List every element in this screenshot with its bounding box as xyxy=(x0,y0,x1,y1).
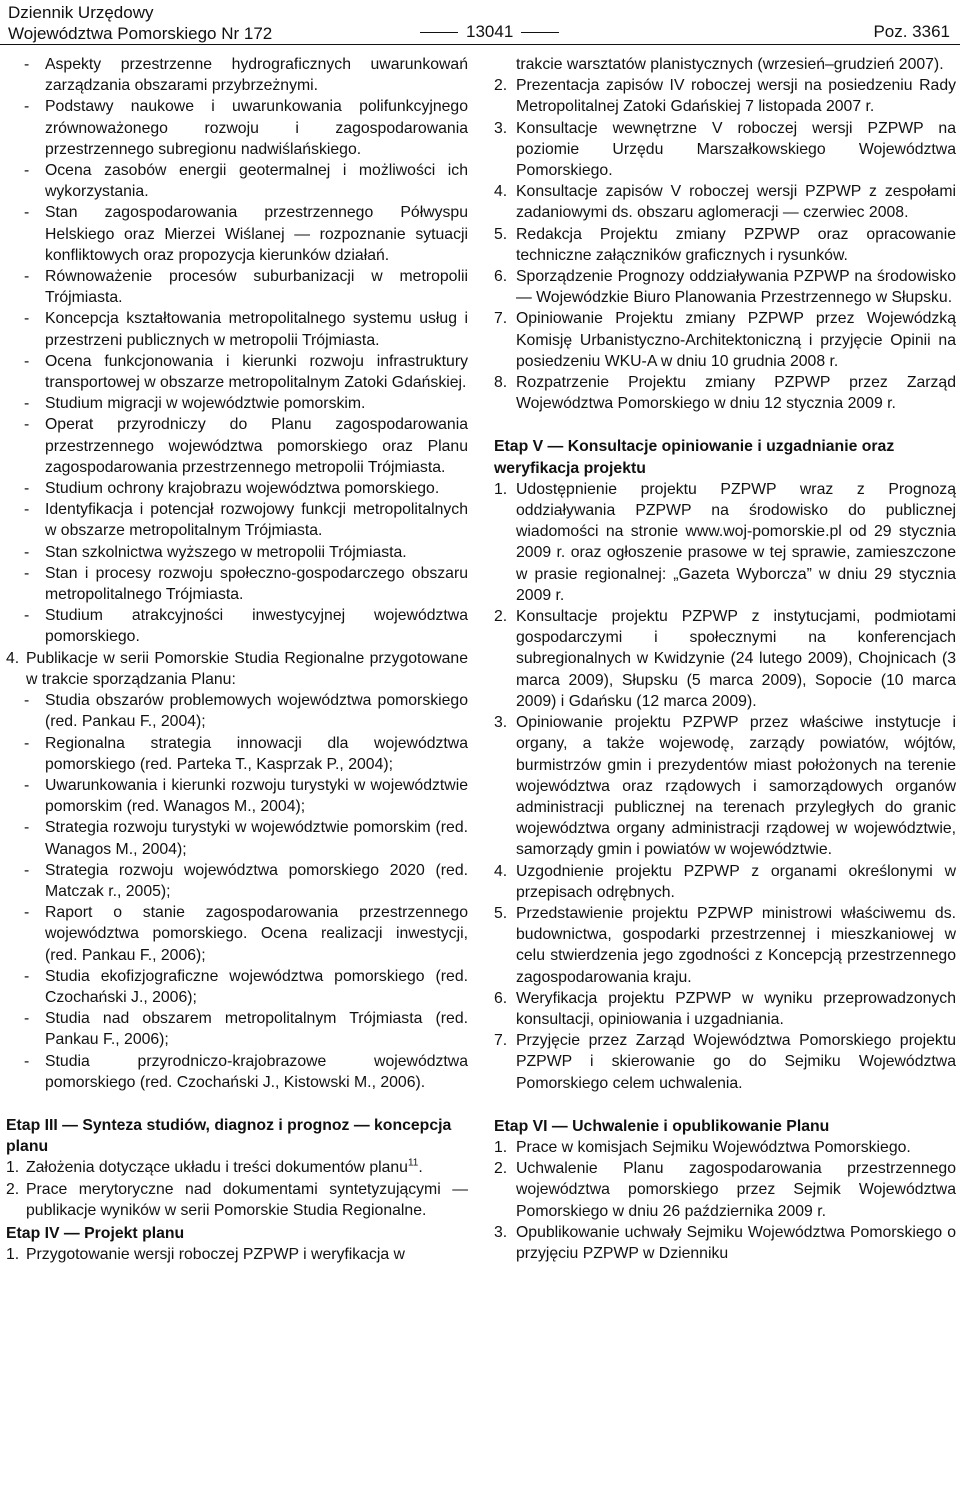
list-number: 6. xyxy=(494,989,508,1007)
list-text: Rozpatrzenie Projektu zmiany PZPWP przez Zarząd Województwa Pomorskiego w dniu 12 stycznia 2009 r. xyxy=(516,374,956,413)
etap6-heading: Etap VI — Uchwalenie i opublikowanie Planu xyxy=(494,1117,830,1135)
list-number: 5. xyxy=(494,904,508,922)
list-item xyxy=(494,861,956,903)
list-dash: - xyxy=(24,395,30,413)
list-item xyxy=(494,988,956,1030)
list-item xyxy=(6,202,468,266)
list-item xyxy=(6,1179,468,1221)
list-dash: - xyxy=(24,967,30,985)
list-dash: - xyxy=(24,98,30,116)
journal-title xyxy=(8,2,272,44)
list-text: trakcie warsztatów planistycznych (wrzesień–grudzień 2007). xyxy=(516,56,944,73)
list-text: Identyfikacja i potencjał rozwojowy funkcji metropolitalnych w obszarze metropolitalnym Trójmiasta. xyxy=(45,501,468,540)
page-number-value: 13041 xyxy=(466,22,514,41)
list-dash: - xyxy=(24,692,30,710)
list-item xyxy=(6,542,468,563)
study-list xyxy=(6,54,468,648)
list-text: Prace w komisjach Sejmiku Województwa Pomorskiego. xyxy=(516,1138,911,1156)
list-item xyxy=(6,96,468,160)
list-text: Równoważenie procesów suburbanizacji w metropolii Trójmiasta. xyxy=(45,268,468,307)
list-item-4 xyxy=(6,648,468,690)
list-dash: - xyxy=(24,501,30,519)
list-number: 5. xyxy=(494,225,508,243)
etap5-list xyxy=(494,479,956,1094)
list-text: Uchwalenie Planu zagospodarowania przestrzennego województwa pomorskiego przez Sejmik Województwa Pomorskiego w dniu 26 października 2009 r. xyxy=(516,1160,956,1220)
list-item xyxy=(494,181,956,223)
list-dash: - xyxy=(24,1052,30,1070)
list-dash: - xyxy=(24,416,30,434)
list-dash: - xyxy=(24,543,30,561)
list-text: Stan zagospodarowania przestrzennego Półwyspu Helskiego oraz Mierzei Wiślanej — rozpoznanie sytuacji konfliktowych oraz propozycja kierunków działań. xyxy=(45,204,468,264)
list-number: 7. xyxy=(494,310,508,328)
list-text: Udostępnienie projektu PZPWP wraz z Prognozą oddziaływania PZPWP na środowisko do publicznej wiadomości na stronie www.woj-pomorskie.pl od 29 stycznia 2009 r. oraz ogłoszenie prasowe w tej sprawie, zamieszczone w prasie regionalnej: „Gazeta Wyborcza” w dniu 29 stycznia 2009 r. xyxy=(516,480,956,604)
list-text: Konsultacje zapisów V roboczej wersji PZPWP z zespołami zadaniowymi ds. obszaru aglomeracji — czerwiec 2008. xyxy=(516,183,956,222)
list-number: 4. xyxy=(494,862,508,880)
list-item xyxy=(6,478,468,499)
list-number: 1. xyxy=(6,1159,20,1177)
list-item xyxy=(494,1222,956,1264)
list-item xyxy=(494,1030,956,1094)
list-number: 6. xyxy=(494,268,508,286)
list-item xyxy=(6,266,468,308)
list-item xyxy=(6,690,468,732)
list-item xyxy=(494,1137,956,1158)
list-number: 4. xyxy=(6,649,20,667)
list-text: Przygotowanie wersji roboczej PZPWP i weryfikacja w xyxy=(26,1246,405,1264)
list-text: Ocena funkcjonowania i kierunki rozwoju infrastruktury transportowej w obszarze metropolitalnym Zatoki Gdańskiej. xyxy=(45,352,468,392)
list-number: 2. xyxy=(494,77,508,95)
list-text: Studium atrakcyjności inwestycyjnej województwa pomorskiego. xyxy=(45,607,468,646)
journal-title-line1: Dziennik Urzędowy xyxy=(8,3,154,22)
list-number: 3. xyxy=(494,714,508,732)
list-text: Prace merytoryczne nad dokumentami syntetyzującymi — publikacje wyników w serii Pomorskie Studia Regionalne. xyxy=(26,1180,468,1219)
list-number: 3. xyxy=(494,1223,508,1241)
list-text: Opiniowanie projektu PZPWP przez właściwe instytucje i organy, a także wojewodę, zarządy powiatów, wójtów, burmistrzów gmin i prezydentów miast położonych na terenie województwa oraz rządowych i samorządowych organów administracji publicznej na terenach przyległych do granic województwa organy administracji rządowej w województwie, samorządy gmin i powiatów w województwie. xyxy=(516,714,956,859)
list-item xyxy=(6,1051,468,1093)
list-text: Studia ekofizjograficzne województwa pomorskiego (red. Czochański J., 2006); xyxy=(45,967,468,1006)
list-dash: - xyxy=(24,56,30,73)
list-text: Aspekty przestrzenne hydrograficznych uwarunkowań zarządzania obszarami przybrzeżnymi. xyxy=(45,56,468,95)
list-text: Redakcja Projektu zmiany PZPWP oraz opracowanie techniczne załączników graficznych i rysunków. xyxy=(516,225,956,264)
etap5-heading: Etap V — Konsultacje opiniowanie i uzgadnianie oraz weryfikacja projektu xyxy=(494,438,895,477)
etap3-heading: Etap III — Synteza studiów, diagnoz i prognoz — koncepcja planu xyxy=(6,1116,452,1156)
page-number-dash-left xyxy=(420,32,458,33)
list-number: 3. xyxy=(494,119,508,137)
etap6-list xyxy=(494,1137,956,1264)
list-text: Regionalna strategia innowacji dla województwa pomorskiego (red. Parteka T., Kasprzak P., 2004); xyxy=(45,734,468,773)
list-item xyxy=(6,351,468,393)
list-text: Studia przyrodniczo-krajobrazowe województwa pomorskiego (red. Czochański J., Kistowski M., 2006). xyxy=(45,1052,468,1091)
list-item xyxy=(494,266,956,308)
list-item xyxy=(6,817,468,859)
list-dash: - xyxy=(24,162,30,180)
list-dash: - xyxy=(24,861,30,879)
list-text: Stan szkolnictwa wyższego w metropolii Trójmiasta. xyxy=(45,543,407,561)
publication-list xyxy=(6,690,468,1093)
list-item xyxy=(494,1158,956,1222)
list-text: Strategia rozwoju województwa pomorskiego 2020 (red. Matczak r., 2005); xyxy=(45,861,468,900)
list-text: Opublikowanie uchwały Sejmiku Województwa Pomorskiego o przyjęciu PZPWP w Dzienniku xyxy=(516,1223,956,1262)
journal-title-line2: Województwa Pomorskiego Nr 172 xyxy=(8,24,273,43)
list-item xyxy=(6,414,468,478)
list-item xyxy=(6,1157,468,1178)
list-item xyxy=(494,224,956,266)
list-dash: - xyxy=(24,352,30,370)
list-number: 1. xyxy=(6,1246,20,1264)
left-column xyxy=(6,54,468,1265)
list-text: Uzgodnienie projektu PZPWP z organami określonymi w przepisach odrębnych. xyxy=(516,862,956,901)
list-number: 8. xyxy=(494,374,508,392)
list-item xyxy=(6,775,468,817)
list-item xyxy=(6,393,468,414)
list-item xyxy=(6,605,468,647)
list-number: 2. xyxy=(494,608,508,626)
list-dash: - xyxy=(24,734,30,752)
list-text: Przedstawienie projektu PZPWP ministrowi właściwemu ds. budownictwa, gospodarki przestrzennej i mieszkaniowej w celu stwierdzenia jego zgodności z Koncepcją przestrzennego zagospodarowania kraju. xyxy=(516,904,956,986)
list-item xyxy=(6,499,468,541)
list-item xyxy=(6,733,468,775)
list-number: 7. xyxy=(494,1032,508,1050)
list-text: Konsultacje wewnętrzne V roboczej wersji PZPWP na poziomie Urzędu Marszałkowskiego Województwa Pomorskiego. xyxy=(516,119,956,180)
list-dash: - xyxy=(24,776,30,794)
list-dash: - xyxy=(24,607,30,625)
list-text: Ocena zasobów energii geotermalnej i możliwości ich wykorzystania. xyxy=(45,162,468,201)
list-number: 2. xyxy=(494,1160,508,1178)
list-item xyxy=(494,712,956,860)
list-item xyxy=(494,308,956,372)
list-item xyxy=(6,1244,468,1265)
list-text: Przyjęcie przez Zarząd Województwa Pomorskiego projektu PZPWP i skierowanie go do Sejmiku Województwa Pomorskiego celem uchwalenia. xyxy=(516,1032,956,1092)
list-text: Studia nad obszarem metropolitalnym Trójmiasta (red. Pankau F., 2006); xyxy=(45,1010,468,1049)
list-text: Prezentacja zapisów IV roboczej wersji na posiedzeniu Rady Metropolitalnej Zatoki Gdańskiej 7 listopada 2007 r. xyxy=(516,77,956,116)
list-item xyxy=(6,308,468,350)
list-item xyxy=(494,903,956,988)
position-label: Poz. 3361 xyxy=(873,22,950,41)
list-text: Strategia rozwoju turystyki w województwie pomorskim (red. Wanagos M., 2004); xyxy=(45,819,468,858)
list-text: Koncepcja kształtowania metropolitalnego systemu usług i przestrzeni publicznych w metropolii Trójmiasta. xyxy=(45,310,468,349)
footnote-ref: 11 xyxy=(407,1158,419,1170)
list-item xyxy=(6,966,468,1008)
list-item xyxy=(494,118,956,182)
list-text: Opiniowanie Projektu zmiany PZPWP przez Wojewódzką Komisję Urbanistyczno-Architektoniczną i przyjęcie Opinii na posiedzeniu WKU-A w dniu 10 grudnia 2008 r. xyxy=(516,310,956,370)
list-text: Weryfikacja projektu PZPWP w wyniku przeprowadzonych konsultacji, opiniowania i uzgadniania. xyxy=(516,989,956,1028)
list-text: Studium migracji w województwie pomorskim. xyxy=(45,395,366,413)
page-number-dash-right xyxy=(521,32,559,33)
list-text: Konsultacje projektu PZPWP z instytucjami, podmiotami gospodarczymi i społecznymi na konferencjach subregionalnych w Kwidzynie (24 lutego 2009), Chojnicach (3 marca 2009), Słupsku (5 marca 2009), Sopocie (10 marca 2009) i Gdańsku (12 marca 2009). xyxy=(516,608,956,710)
list-item xyxy=(6,1008,468,1050)
list-dash: - xyxy=(24,204,30,222)
list-item xyxy=(6,563,468,605)
list-item xyxy=(494,75,956,117)
list-text: Podstawy naukowe i uwarunkowania polifunkcyjnego zrównoważonego rozwoju i zagospodarowania przestrzennego subregionu nadwiślańskiego. xyxy=(45,98,468,158)
list-item xyxy=(6,54,468,96)
list-item-continued xyxy=(494,54,956,75)
list-item xyxy=(6,902,468,966)
list-number-spacer xyxy=(494,54,516,75)
list-dash: - xyxy=(24,819,30,837)
list-dash: - xyxy=(24,480,30,498)
list-dash: - xyxy=(24,310,30,328)
header-rule xyxy=(0,44,960,45)
list-item xyxy=(494,372,956,414)
list-text: Raport o stanie zagospodarowania przestrzennego województwa pomorskiego. Ocena realizacji inwestycji, (red. Pankau F., 2006); xyxy=(45,904,468,964)
etap4-heading: Etap IV — Projekt planu xyxy=(6,1224,185,1242)
list-dash: - xyxy=(24,1010,30,1028)
list-dash: - xyxy=(24,904,30,922)
list-text: Publikacje w serii Pomorskie Studia Regionalne przygotowane w trakcie sporządzania Planu: xyxy=(26,649,468,688)
list-text: Studia obszarów problemowych województwa pomorskiego (red. Pankau F., 2004); xyxy=(45,692,468,731)
list-text-main: Założenia dotyczące układu i treści dokumentów planu xyxy=(26,1159,408,1177)
etap4-list xyxy=(494,75,956,414)
list-text: Sporządzenie Prognozy oddziaływania PZPWP na środowisko — Wojewódzkie Biuro Planowania Przestrzennego w Słupsku. xyxy=(516,268,956,307)
list-dash: - xyxy=(24,268,30,286)
list-text xyxy=(26,1157,468,1178)
list-number: 4. xyxy=(494,183,508,201)
list-text-end: . xyxy=(418,1159,423,1177)
right-column xyxy=(494,54,956,1264)
list-dash: - xyxy=(24,564,30,582)
page-number xyxy=(412,22,567,42)
list-text: Operat przyrodniczy do Planu zagospodarowania przestrzennego województwa pomorskiego oraz Planu zagospodarowania przestrzennego metropolii Trójmiasta. xyxy=(45,416,468,476)
list-item xyxy=(6,860,468,902)
list-item xyxy=(6,160,468,202)
list-item xyxy=(494,606,956,712)
list-number: 2. xyxy=(6,1180,20,1198)
list-item xyxy=(494,479,956,606)
list-number: 1. xyxy=(494,480,508,498)
list-text: Studium ochrony krajobrazu województwa pomorskiego. xyxy=(45,480,440,498)
list-text: Uwarunkowania i kierunki rozwoju turystyki w województwie pomorskim (red. Wanagos M., 2004); xyxy=(45,776,468,816)
list-number: 1. xyxy=(494,1138,508,1156)
list-text: Stan i procesy rozwoju społeczno-gospodarczego obszaru metropolitalnego Trójmiasta. xyxy=(45,564,468,604)
